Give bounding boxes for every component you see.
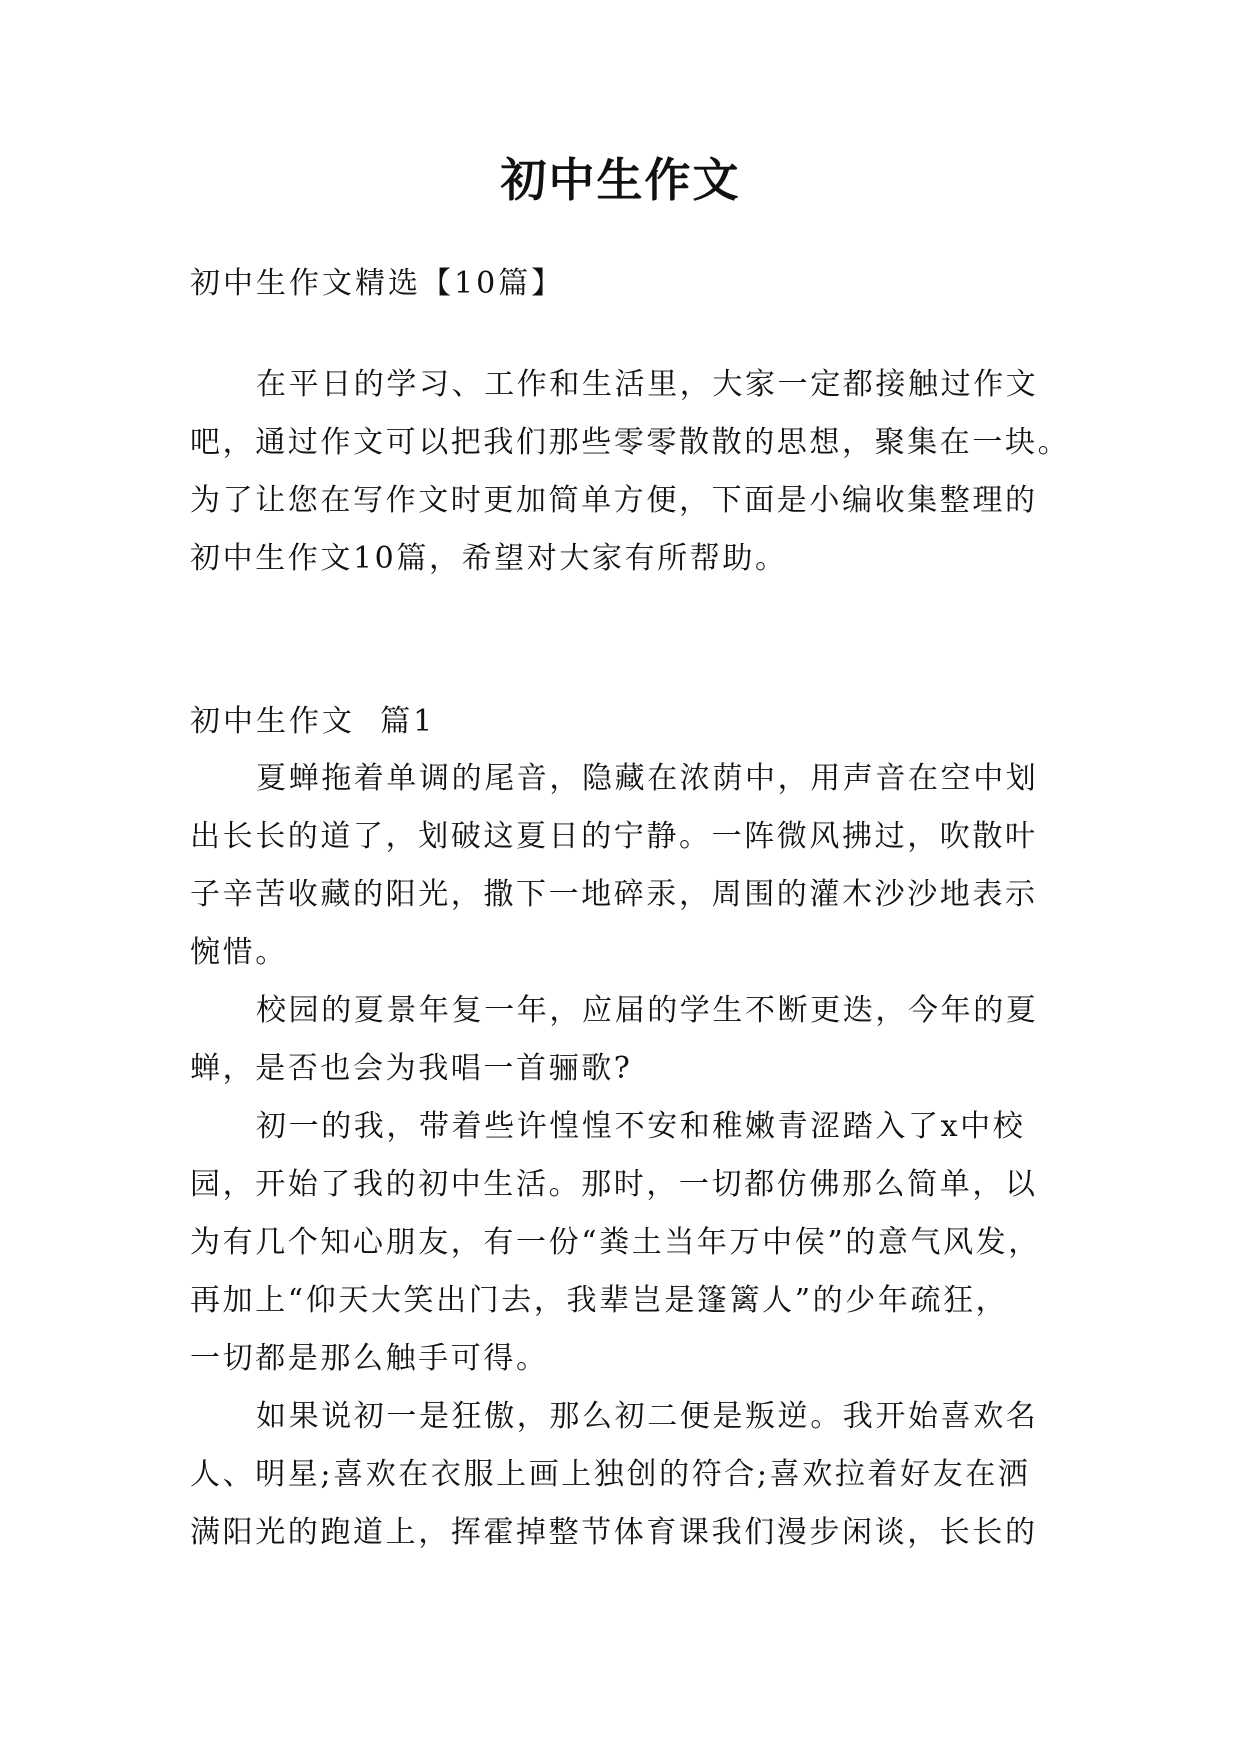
paragraph-line: 如果说初一是狂傲，那么初二便是叛逆。我开始喜欢名 [256, 1399, 1039, 1434]
paragraph-line: 子辛苦收藏的阳光，撒下一地碎汞，周围的灌木沙沙地表示 [190, 877, 1038, 912]
paragraph-line: 校园的夏景年复一年，应届的学生不断更迭，今年的夏 [256, 993, 1039, 1028]
paragraph-line: 为有几个知心朋友，有一份“粪土当年万中侯”的意气风发， [190, 1225, 1041, 1260]
paragraph-line: 满阳光的跑道上，挥霍掉整节体育课我们漫步闲谈，长长的 [190, 1515, 1038, 1550]
intro-line: 吧，通过作文可以把我们那些零零散散的思想，聚集在一块。 [190, 425, 1071, 460]
paragraph-line: 蝉，是否也会为我唱一首骊歌? [190, 1051, 633, 1086]
document-title: 初中生作文 [500, 153, 741, 207]
paragraph-line: 园，开始了我的初中生活。那时，一切都仿佛那么简单，以 [190, 1167, 1038, 1202]
paragraph-line: 人、明星;喜欢在衣服上画上独创的符合;喜欢拉着好友在洒 [190, 1457, 1031, 1492]
paragraph-line: 夏蝉拖着单调的尾音，隐藏在浓荫中，用声音在空中划 [256, 761, 1039, 796]
section-heading: 初中生作文 篇1 [190, 704, 436, 739]
paragraph-line: 出长长的道了，划破这夏日的宁静。一阵微风拂过，吹散叶 [190, 819, 1038, 854]
paragraph-line: 惋惜。 [190, 935, 288, 970]
intro-paragraph [190, 356, 1071, 588]
paragraph-line: 一切都是那么触手可得。 [190, 1341, 549, 1376]
document-subtitle: 初中生作文精选【10篇】 [190, 266, 565, 301]
paragraph-line: 初一的我，带着些许惶惶不安和稚嫩青涩踏入了x中校 [256, 1109, 1026, 1144]
paragraph-line: 再加上“仰天大笑出门去，我辈岂是篷篱人”的少年疏狂， [190, 1283, 1009, 1318]
intro-line: 在平日的学习、工作和生活里，大家一定都接触过作文 [256, 367, 1039, 402]
intro-line: 为了让您在写作文时更加简单方便，下面是小编收集整理的 [190, 483, 1038, 518]
intro-line: 初中生作文10篇，希望对大家有所帮助。 [190, 541, 788, 576]
section-body [190, 750, 1055, 1562]
